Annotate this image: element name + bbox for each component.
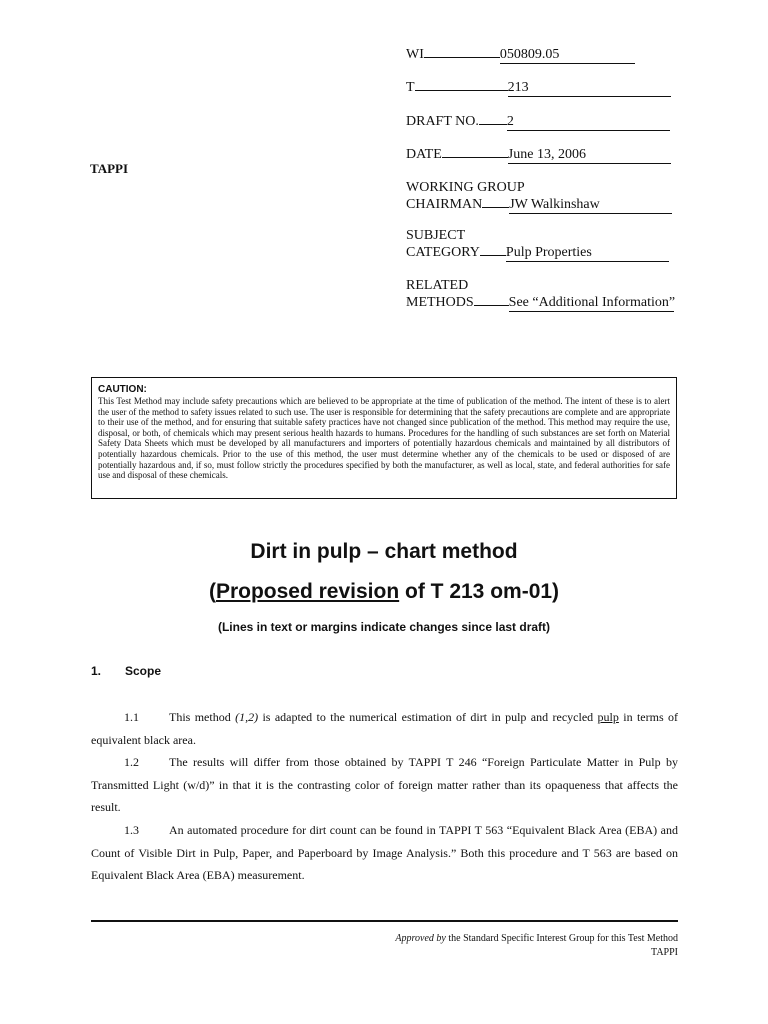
draft-label: DRAFT NO. [406,114,479,129]
paragraph-number: 1.2 [124,755,139,769]
related-label: RELATED [406,278,469,293]
draft-value: 2 [507,113,670,131]
revision-rest: of T 213 om-01) [399,580,560,603]
change-note: (Lines in text or margins indicate changes since last draft) [217,620,551,634]
wi-value: 050809.05 [500,46,635,64]
category-value: Pulp Properties [506,244,669,262]
paragraph-text: This method [169,710,236,724]
wi-row [406,46,635,64]
footer-rule [91,920,678,922]
chairman-leader [482,207,509,208]
t-label: T [406,80,415,95]
paragraph-1-1 [91,706,678,751]
footer-approval [91,932,678,945]
paragraph-text: is adapted to the numerical estimation of dirt in pulp and recycled [258,710,598,724]
t-row [406,79,671,97]
draft-leader [479,124,507,125]
paragraph-text: An automated procedure for dirt count can be found in TAPPI T 563 “Equivalent Black Area (EBA) and Count of Visible Dirt in Pulp, Paper, and Paperboard by Image Analysis.” Both this procedure and T 563 are based on Equivalent Black Area (EBA) measurement. [91,823,678,883]
section-number: 1. [91,664,102,678]
date-leader [442,157,508,158]
methods-label: METHODS [406,295,474,310]
wi-leader [424,57,500,58]
methods-leader [474,305,509,306]
paragraph-number: 1.3 [124,823,139,837]
section-title: Scope [125,664,162,678]
caution-body: This Test Method may include safety precautions which are believed to be appropriate at the time of publication of the method. The intent of these is to alert the user of the method to safety issues related to such use. The user is responsible for determining that the safety precautions are complete and are appropriate to their use of the method, and for ensuring that suitable safety practices have not changed since publication of the method. This method may require the use, disposal, or both, of chemicals which may present serious health hazards to humans. Procedures for the handling of such substances are set forth on Material Safety Data Sheets which must be developed by all manufacturers and importers of potentially hazardous chemicals and maintained by all distributors of potentially hazardous chemicals. Prior to the use of this method, the user must determine whether any of the chemicals to be used or disposed of are potentially hazardous and, if so, must follow strictly the procedures specified by both the manufacturer, as well as local, state, and federal authorities for safe use and disposal of these chemicals. [98,396,670,481]
date-label: DATE [406,147,442,162]
approval-text: the Standard Specific Interest Group for this Test Method [445,933,678,944]
org-name: TAPPI [90,161,129,176]
document-subtitle-revision [0,580,768,604]
revision-open-paren: ( [208,580,216,603]
subject-row [406,227,669,262]
chairman-value: JW Walkinshaw [509,196,672,214]
section-heading [91,664,161,678]
approved-by: Approved by [395,933,446,944]
paragraph-text: in terms of equivalent black area. [91,710,678,747]
methods-value: See “Additional Information” [508,295,676,310]
t-value: 213 [508,79,671,97]
category-label: CATEGORY [406,245,480,260]
paragraph-1-2 [91,751,678,819]
caution-box [91,377,677,499]
underlined-change: pulp [597,710,619,724]
related-row [406,277,674,312]
paragraph-text: The results will differ from those obtained by TAPPI T 246 “Foreign Particulate Matter in Pulp by Transmitted Light (w/d)” in that it is the contrasting color of foreign matter rather than its opaqueness that affects the result. [91,755,678,815]
caution-title: CAUTION: [98,384,147,395]
t-leader [415,90,508,91]
paragraph-number: 1.1 [124,710,139,724]
paragraph-1-3 [91,819,678,887]
date-row [406,146,671,164]
date-value: June 13, 2006 [508,146,671,164]
revision-underlined: Proposed revision [215,580,400,603]
subject-label: SUBJECT [406,228,466,243]
category-leader [480,255,506,256]
working-group-row [406,179,672,214]
wi-label: WI [406,47,424,62]
working-group-label: WORKING GROUP [406,180,525,195]
reference-citation: (1,2) [235,710,259,724]
draft-row [406,113,670,131]
document-title: Dirt in pulp – chart method [250,540,518,563]
footer-org: TAPPI [651,947,678,958]
chairman-label: CHAIRMAN [406,197,483,212]
